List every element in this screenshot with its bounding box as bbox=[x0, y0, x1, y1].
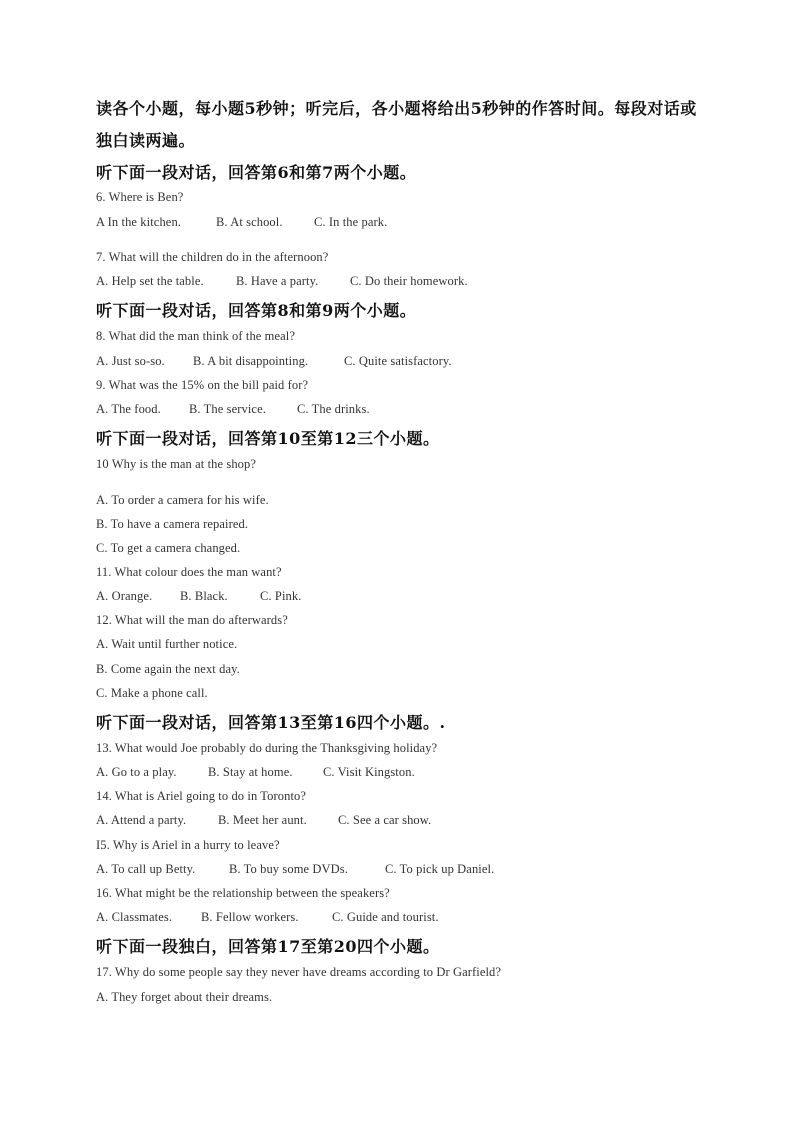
option: C. Quite satisfactory. bbox=[344, 354, 452, 368]
question-text: 10 Why is the man at the shop? bbox=[96, 457, 257, 471]
options-row bbox=[96, 813, 431, 828]
option: A. They forget about their dreams. bbox=[96, 990, 273, 1004]
section-heading: 听下面一段独白，回答第17至第20四个小题。 bbox=[96, 937, 440, 956]
question-text: 13. What would Joe probably do during the Thanksgiving holiday? bbox=[96, 741, 438, 755]
option: B. At school. bbox=[216, 215, 283, 229]
option: B. A bit disappointing. bbox=[193, 354, 309, 368]
option: A. To order a camera for his wife. bbox=[96, 493, 269, 507]
option: C. Visit Kingston. bbox=[323, 765, 415, 779]
question-text: 14. What is Ariel going to do in Toronto? bbox=[96, 789, 307, 803]
options-row bbox=[96, 765, 415, 780]
question-text: 7. What will the children do in the afternoon? bbox=[96, 250, 329, 264]
option: C. Do their homework. bbox=[350, 274, 468, 288]
option: B. The service. bbox=[189, 402, 266, 416]
section-heading: 听下面一段对话，回答第6和第7两个小题。 bbox=[96, 163, 417, 182]
option: B. Fellow workers. bbox=[201, 910, 299, 924]
question-text: 9. What was the 15% on the bill paid for? bbox=[96, 378, 309, 392]
option: A. Classmates. bbox=[96, 910, 173, 924]
section-heading: 听下面一段对话，回答第13至第16四个小题。. bbox=[96, 713, 446, 732]
section-heading: 听下面一段对话，回答第8和第9两个小题。 bbox=[96, 301, 417, 320]
options-row bbox=[96, 354, 452, 369]
option: A. To call up Betty. bbox=[96, 862, 196, 876]
options-row bbox=[96, 402, 370, 417]
question-text: 17. Why do some people say they never have dreams according to Dr Garfield? bbox=[96, 965, 502, 979]
options-row bbox=[96, 215, 387, 230]
intro-line-1: 读各个小题，每小题5秒钟；听完后，各小题将给出5秒钟的作答时间。每段对话或 bbox=[96, 99, 697, 118]
option: C. In the park. bbox=[314, 215, 388, 229]
option: A. The food. bbox=[96, 402, 161, 416]
option: C. Pink. bbox=[260, 589, 302, 603]
option: C. Guide and tourist. bbox=[332, 910, 439, 924]
option: B. Come again the next day. bbox=[96, 662, 240, 676]
option: B. To have a camera repaired. bbox=[96, 517, 249, 531]
option: B. Have a party. bbox=[236, 274, 319, 288]
option: C. See a car show. bbox=[338, 813, 432, 827]
option: A. Orange. bbox=[96, 589, 153, 603]
options-row bbox=[96, 862, 494, 877]
option: C. The drinks. bbox=[297, 402, 370, 416]
option: B. Stay at home. bbox=[208, 765, 293, 779]
question-text: 16. What might be the relationship between the speakers? bbox=[96, 886, 390, 900]
section-heading: 听下面一段对话，回答第10至第12三个小题。 bbox=[96, 429, 440, 448]
option: A. Attend a party. bbox=[96, 813, 187, 827]
option: A. Go to a play. bbox=[96, 765, 177, 779]
option: B. Meet her aunt. bbox=[218, 813, 307, 827]
option: B. Black. bbox=[180, 589, 228, 603]
question-text: 8. What did the man think of the meal? bbox=[96, 329, 296, 343]
option: B. To buy some DVDs. bbox=[229, 862, 348, 876]
question-text: 12. What will the man do afterwards? bbox=[96, 613, 288, 627]
option: A. Just so-so. bbox=[96, 354, 165, 368]
option: A. Wait until further notice. bbox=[96, 637, 238, 651]
question-text: 6. Where is Ben? bbox=[96, 190, 184, 204]
option: A In the kitchen. bbox=[96, 215, 182, 229]
options-row bbox=[96, 274, 468, 289]
option: C. Make a phone call. bbox=[96, 686, 208, 700]
question-text: I5. Why is Ariel in a hurry to leave? bbox=[96, 838, 280, 852]
options-row bbox=[96, 910, 439, 925]
option: C. To pick up Daniel. bbox=[385, 862, 495, 876]
option: C. To get a camera changed. bbox=[96, 541, 241, 555]
question-text: 11. What colour does the man want? bbox=[96, 565, 282, 579]
options-row bbox=[96, 589, 301, 604]
option: A. Help set the table. bbox=[96, 274, 204, 288]
intro-line-2: 独白读两遍。 bbox=[96, 131, 196, 150]
